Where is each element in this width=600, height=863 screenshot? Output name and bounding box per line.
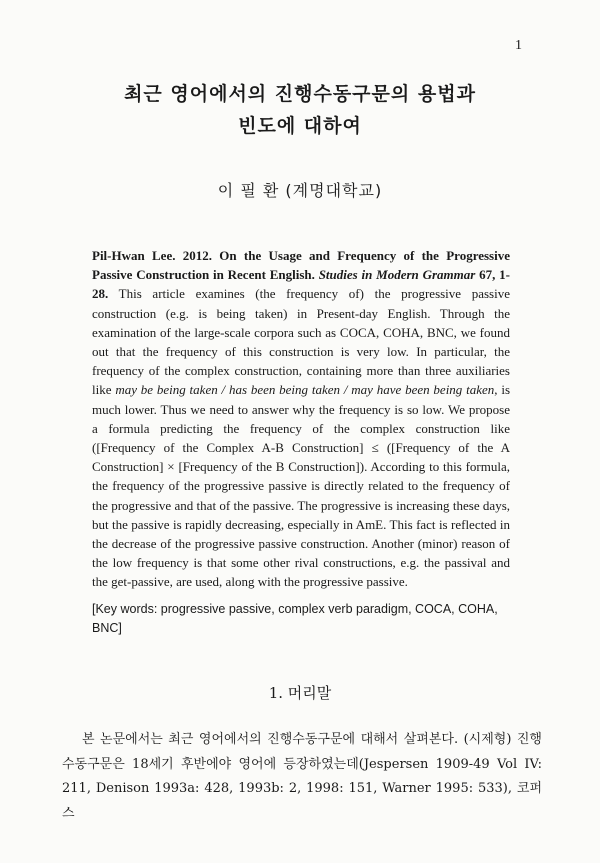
journal-volume-pages: 67, 1-28. (92, 267, 511, 302)
abstract-example-forms: may be being taken / has been being taken / may have been being taken (115, 382, 495, 398)
abstract-text-part-2: , is much lower. Thus we need to answer why the frequency is so low. We propose a formula predicting the frequency of the complex construction like ([Frequency of the Complex A-B Construction] ≤ ([Frequency of the A Construction] × [Frequency of the B Construction]). According to this formula, the frequency of the progressive passive is directly related to the frequency of the progressive and that of the passive. The progressive is increasing these days, but the passive is rapidly decreasing, especially in AmE. This fact is reflected in the decrease of the progressive passive construction. Another (minor) reason of the low frequency is that some other rival constructions, e.g. the passival and the get-passive, are used, along with the progressive passive. (92, 382, 510, 590)
author-affiliation: 이 필 환 (계명대학교) (217, 181, 383, 200)
paper-title-line-1: 최근 영어에서의 진행수동구문의 용법과 (124, 83, 476, 105)
body-paragraph: 본 논문에서는 최근 영어에서의 진행수동구문에 대해서 살펴본다. (시제형) 진행수동구문은 18세기 후반에야 영어에 등장하였는데(Jespersen 1909-49 Vol IV: 211, Denison 1993a: 428, 1993b: 2, 1998: 151, Warner 1995: 533), 코퍼스 (62, 732, 542, 821)
abstract-text-part-1: This article examines (the frequency of) the progressive passive construction (e.g. is being taken) in Present-day English. Through the examination of the large-scale corpora such as COCA, COHA, BNC, we found out that the frequency of this construction is very low. In particular, the frequency of the complex construction, containing more than three auxiliaries like (92, 286, 510, 398)
citation-text: Pil-Hwan Lee. 2012. On the Usage and Frequency of the Progressive Passive Construction in Recent English. (92, 248, 510, 283)
abstract (92, 246, 510, 592)
paper-title (0, 78, 600, 142)
keywords: [Key words: progressive passive, complex verb paradigm, COCA, COHA, BNC] (92, 602, 498, 635)
paper-title-line-2: 빈도에 대하여 (238, 115, 362, 137)
journal-name: Studies in Modern Grammar (318, 267, 476, 283)
section-heading: 1. 머리말 (268, 684, 332, 702)
page-number: 1 (515, 38, 522, 53)
